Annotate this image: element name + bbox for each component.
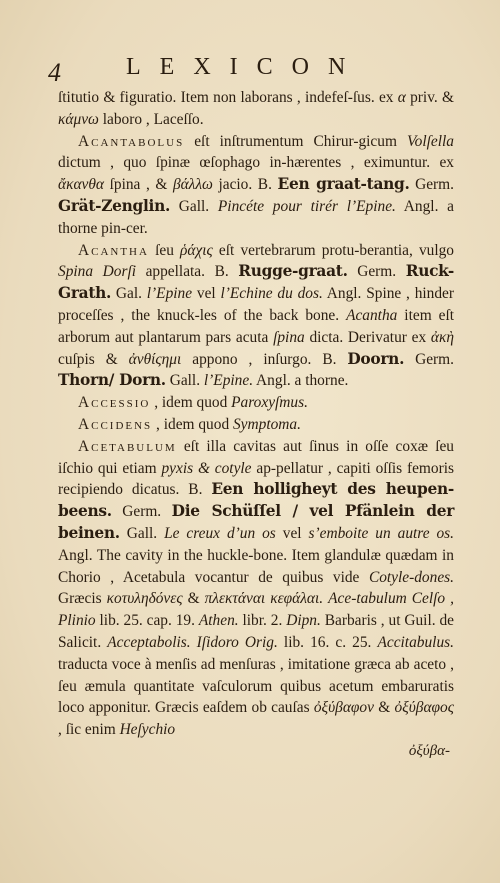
entry-continuation: ſtitutio & figuratio. Item non laborans , indefeſ-ſus. ex α priv. & κάμνω laboro , Laceſſo. (58, 89, 454, 128)
entry-acantha: Acantha ſeu ῥάχις eſt vertebrarum protu-berantia, vulgo Spina Dorſi appellata. B. Rugge-graat. Germ. Ruck-Grath. Gal. l’Epine vel l’Echine du dos. Angl. Spine , hinder proceſſes , the knuck-les of the back bone. Acantha item eſt arborum aut plantarum pars acuta ſpina dicta. Derivatur ex ἀκὴ cuſpis & ἀνθίςημι appono , inſurgo. B. Doorn. Germ. Thorn/ Dorn. Gall. l’Epine. Angl. a thorne. (58, 241, 455, 390)
entry-acantabolus: Acantabolus eſt inſtrumentum Chirur-gicum Volſella dictum , quo ſpinæ œſophago in-hærentes , eximuntur. ex ἄκανθα ſpina , & βάλλω jacio. B. Een graat-tang. Germ. Grät-Zenglin. Gall. Pincéte pour tirér l’Epine. Angl. a thorne pin-cer. (58, 132, 455, 237)
running-head: LEXICON (126, 54, 365, 80)
lexicon-text (58, 87, 454, 761)
entry-accessio: Accessio , idem quod Paroxyſmus. (78, 394, 308, 412)
page-header (48, 50, 455, 86)
entry-accidens: Accidens , idem quod Symptoma. (78, 415, 301, 433)
entry-acetabulum: Acetabulum eſt illa cavitas aut ſinus in oſſe coxæ ſeu iſchio qui etiam pyxis & cotyle ap-pellatur , capiti oſſis femoris recipiendo dicatus. B. Een holligheyt des heupen-beens. Germ. Die Schüſſel / vel Pfänlein der beinen. Gall. Le creux d’un os vel s’emboite un autre os. Angl. The cavity in the huckle-bone. Item glandulæ quædam in Chorio , Acetabula vocantur de quibus vide Cotyle-dones. Græcis κοτυληδόνες & πλεκτάναι κεφάλαι. Ace-tabulum Celſo , Plinio lib. 25. cap. 19. Athen. libr. 2. Dipn. Barbaris , ut Guil. de Salicit. Acceptabolis. Iſidoro Orig. lib. 16. c. 25. Accitabulus. traducta voce à menſis ad menſuras , imitatione græca ab aceto , ſeu æmula quantitate vaſculorum quibus acetum embaruratis loco apponitur. Græcis eaſdem ob cauſas ὀξύβαφον & ὀξύβαφος , ſic enim Heſychio (58, 437, 455, 739)
catchword: ὀξύβα- (408, 742, 450, 759)
page-number: 4 (48, 58, 61, 87)
